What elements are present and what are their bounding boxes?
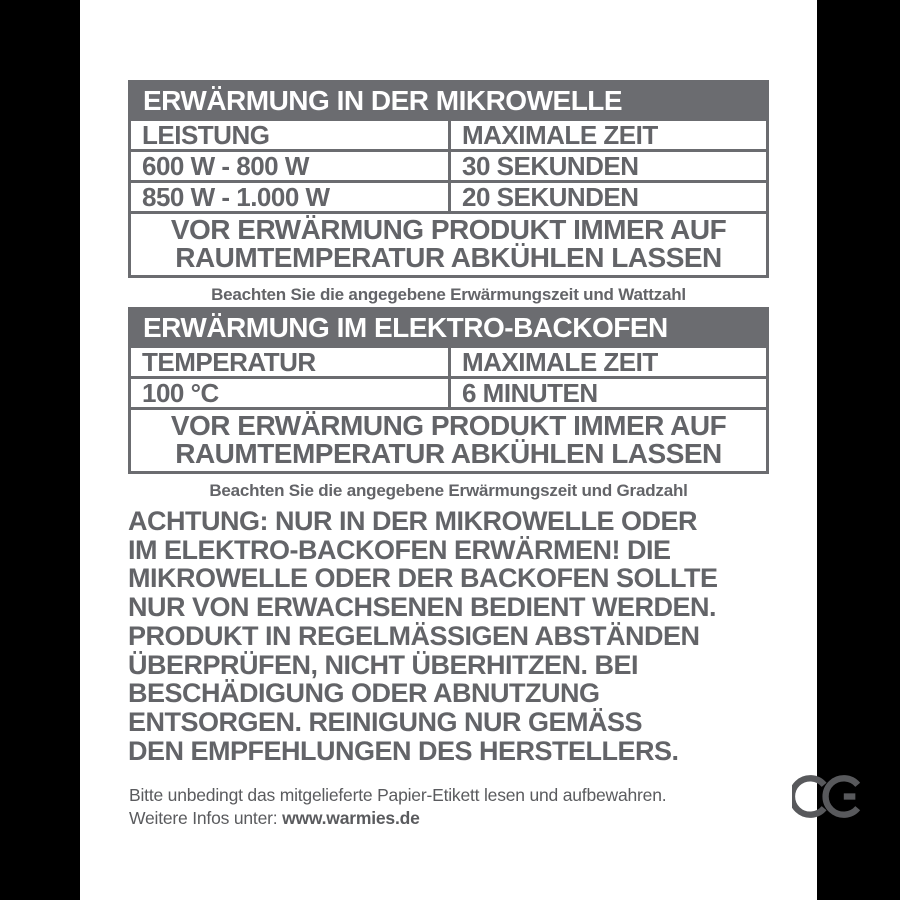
warning-line: ENTSORGEN. REINIGUNG NUR GEMÄSS [128, 706, 643, 737]
warning-line: MIKROWELLE ODER DER BACKOFEN SOLLTE [128, 563, 718, 594]
table-header-row [131, 345, 766, 376]
right-black-bar [817, 0, 900, 900]
microwave-caption: Beachten Sie die angegebene Erwärmungszeit und Wattzahl [211, 285, 686, 304]
warning-line: PRODUKT IN REGELMÄSSIGEN ABSTÄNDEN [128, 620, 700, 651]
warning-line: BESCHÄDIGUNG ODER ABNUTZUNG [128, 678, 600, 709]
oven-table [128, 307, 769, 474]
microwave-table-title: ERWÄRMUNG IN DER MIKROWELLE [131, 83, 766, 118]
column-header-temperatur: TEMPERATUR [142, 347, 316, 377]
microwave-table [128, 80, 769, 278]
cooldown-notice [131, 211, 766, 275]
max-time-cell: 30 SEKUNDEN [448, 152, 766, 180]
column-header-maximale-zeit: MAXIMALE ZEIT [448, 121, 766, 149]
table-row [131, 376, 766, 407]
max-time-cell: 6 MINUTEN [448, 379, 766, 407]
max-time-cell: 20 SEKUNDEN [448, 183, 766, 211]
table-header-row [131, 118, 766, 149]
warning-line: DEN EMPFEHLUNGEN DES HERSTELLERS. [128, 735, 679, 766]
cooldown-notice-line1: VOR ERWÄRMUNG PRODUKT IMMER AUF [170, 410, 727, 441]
footer-line1: Bitte unbedingt das mitgelieferte Papier-Etikett lesen und aufbewahren. [129, 785, 667, 805]
website-url: www.warmies.de [282, 807, 420, 828]
warning-line: IM ELEKTRO-BACKOFEN ERWÄRMEN! DIE [128, 534, 671, 565]
warning-line: ÜBERPRÜFEN, NICHT ÜBERHITZEN. BEI [128, 649, 639, 680]
warning-line: ACHTUNG: NUR IN DER MIKROWELLE ODER [128, 506, 697, 536]
oven-section [128, 307, 769, 501]
oven-table-title: ERWÄRMUNG IM ELEKTRO-BACKOFEN [131, 310, 766, 345]
column-header-leistung: LEISTUNG [142, 120, 270, 150]
cooldown-notice-line1: VOR ERWÄRMUNG PRODUKT IMMER AUF [170, 214, 727, 245]
left-black-bar [0, 0, 80, 900]
table-row [131, 149, 766, 180]
footer-note [129, 784, 666, 829]
power-range-cell: 850 W - 1.000 W [142, 182, 330, 212]
table-row [131, 180, 766, 211]
power-range-cell: 600 W - 800 W [142, 151, 309, 181]
ce-mark-icon [792, 772, 862, 821]
cooldown-notice [131, 407, 766, 471]
cooldown-notice-line2: RAUMTEMPERATUR ABKÜHLEN LASSEN [175, 242, 722, 273]
footer-line2 [129, 807, 666, 830]
footer-line2-prefix: Weitere Infos unter: [129, 807, 283, 828]
temperature-cell: 100 °C [142, 378, 219, 408]
oven-caption: Beachten Sie die angegebene Erwärmungszeit und Gradzahl [209, 481, 688, 500]
column-header-maximale-zeit: MAXIMALE ZEIT [448, 348, 766, 376]
microwave-section [128, 80, 769, 305]
warning-paragraph [128, 507, 718, 765]
warning-line: NUR VON ERWACHSENEN BEDIENT WERDEN. [128, 592, 717, 623]
cooldown-notice-line2: RAUMTEMPERATUR ABKÜHLEN LASSEN [175, 438, 722, 469]
heating-instruction-label [80, 0, 817, 900]
